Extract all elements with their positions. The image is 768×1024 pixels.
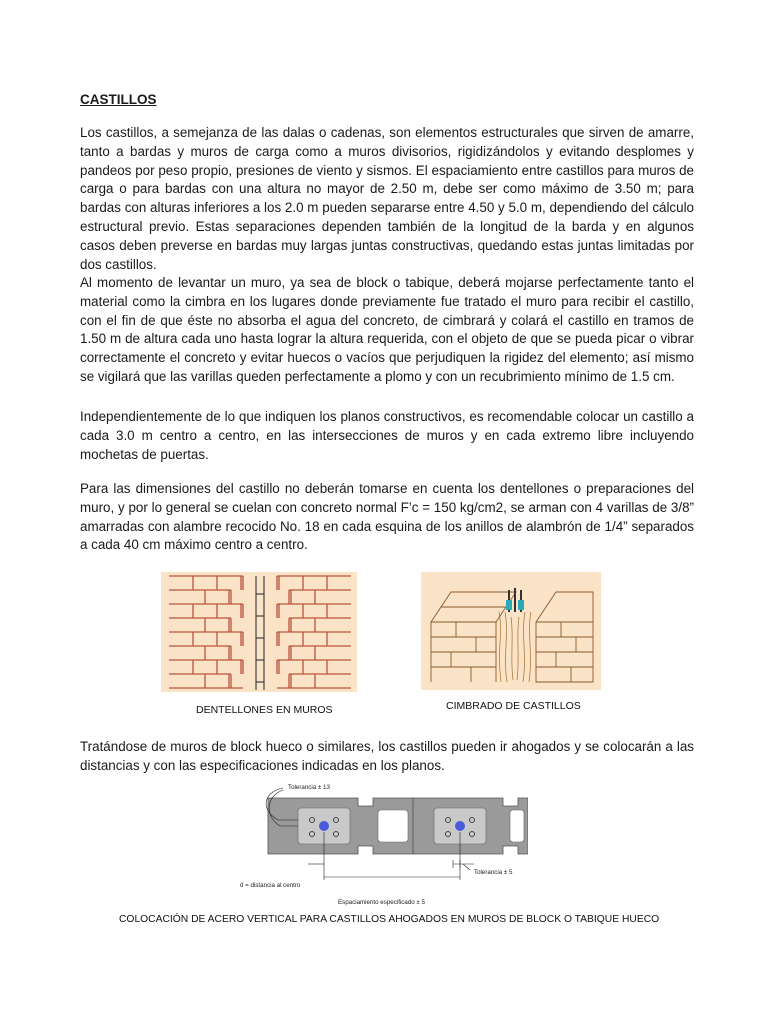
paragraph-castillos-intro: Los castillos, a semejanza de las dalas o cadenas, son elementos estructurales que sirven de amarre, tanto a bardas y muros de carga como a muros divisorios, rigidizándolos y evitando desplomes y pandeos por peso propio, presiones de viento y sismos. El espaciamiento entre castillos para muros de carga o para bardas con una altura no mayor de 2.50 m, debe ser como máximo de 3.50 m; para bardas con alturas inferiores a los 2.0 m pueden separarse entre 4.50 y 5.0 m, dependiendo del cálculo estructural previo. Estas separaciones dependen también de la longitud de la barda y en algunos casos deben preverse en bardas muy largas juntas constructivas, quedando estas juntas limitadas por dos castillos. — [80, 125, 694, 272]
label-distancia-centro: d = distancia al centro — [240, 882, 301, 889]
dentellones-figure — [161, 572, 357, 692]
paragraph-independientemente: Independientemente de lo que indiquen los planos constructivos, es recomendable colocar un castillo a cada 3.0 m centro a centro, en las intersecciones de muros y en cada extremo libre incluyendo mochetas de puertas. — [80, 409, 694, 462]
section-heading: CASTILLOS — [80, 92, 157, 107]
dentellones-caption: DENTELLONES EN MUROS — [196, 704, 333, 716]
cimbrado-figure — [421, 572, 601, 690]
label-espaciamiento: Espaciamiento especificado ± 5 — [338, 899, 425, 906]
label-tolerancia-13: Tolerancia ± 13 — [288, 784, 330, 791]
paragraph-dimensiones: Para las dimensiones del castillo no deberán tomarse en cuenta los dentellones o preparaciones del muro, y por lo general se cuelan con concreto normal F’c = 150 kg/cm2, se arman con 4 varillas de 3/8” amarradas con alambre recocido No. 18 en cada esquina de los anillos de alambrón de 1/4” separados a cada 40 cm máximo centro a centro. — [80, 481, 694, 553]
block-hueco-caption: COLOCACIÓN DE ACERO VERTICAL PARA CASTILLOS AHOGADOS EN MUROS DE BLOCK O TABIQUE HUECO — [119, 914, 660, 925]
label-tolerancia-5: Tolerancia ± 5 — [474, 869, 513, 876]
cimbrado-caption: CIMBRADO DE CASTILLOS — [446, 700, 581, 712]
paragraph-block-hueco: Tratándose de muros de block hueco o similares, los castillos pueden ir ahogados y se colocarán a las distancias y con las especificaciones indicadas en los planos. — [80, 739, 694, 773]
cimbrado-background — [421, 572, 601, 690]
block-hueco-figure — [238, 780, 528, 910]
paragraph-levantar-muro: Al momento de levantar un muro, ya sea de block o tabique, deberá mojarse perfectamente tanto el material como la cimbra en los lugares donde previamente fue tratado el muro para recibir el castillo, con el fin de que éste no absorba el agua del concreto, de cimbrará y colará el castillo en tramos de 1.50 m de altura cada uno hasta lograr la altura requerida, con el objeto de que se pueda picar o vibrar correctamente el concreto y evitar huecos o vacíos que perjudiquen la rigidez del elemento; así mismo se vigilará que las varillas queden perfectamente a plomo y con un recubrimiento mínimo de 1.5 cm. — [80, 275, 694, 384]
